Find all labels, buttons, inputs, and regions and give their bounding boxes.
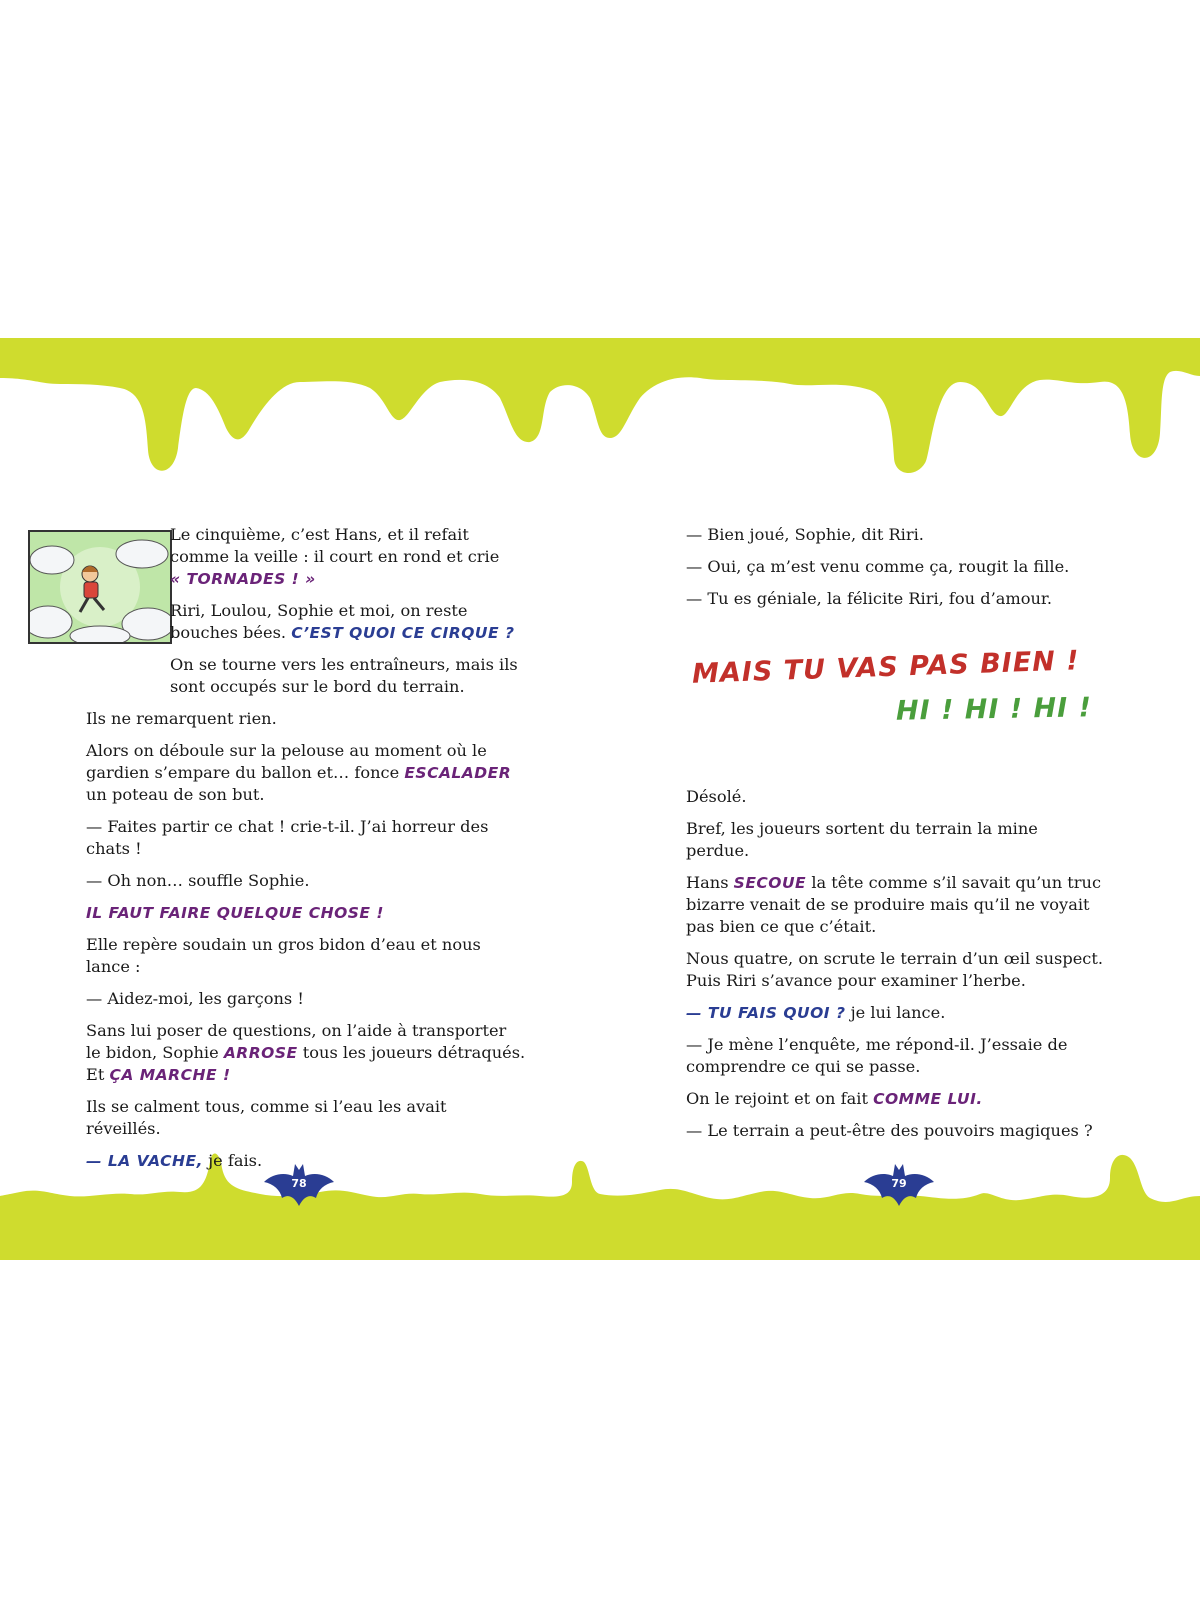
shout-hi-hi-hi: HI ! HI ! HI ! (895, 692, 1093, 727)
left-paragraph-4: Ils ne remarquent rien. (86, 709, 277, 728)
right-highlight-secoue: SECOUE (733, 874, 807, 892)
left-paragraph-5: Alors on déboule sur la pelouse au moment où le gardien s’empare du ballon et… fonce ESCALADER un poteau de son but. (86, 741, 512, 804)
right-paragraph-8: — TU FAIS QUOI ? je lui lance. (686, 1003, 946, 1022)
left-highlight-cirque: C’EST QUOI CE CIRQUE ? (291, 624, 515, 642)
left-paragraph-12: Ils se calment tous, comme si l’eau les avait réveillés. (86, 1097, 447, 1138)
left-paragraph-6: — Faites partir ce chat ! crie-t-il. J’ai horreur des chats ! (86, 817, 489, 858)
right-highlight-tu-fais-quoi: — TU FAIS QUOI ? (686, 1004, 846, 1022)
left-highlight-la-vache: — LA VACHE, (86, 1152, 203, 1170)
left-highlight-escalader: ESCALADER (404, 764, 512, 782)
page-number-text: 78 (291, 1177, 307, 1190)
slime-drip-top (0, 338, 1200, 488)
right-paragraph-10: On le rejoint et on fait COMME LUI. (686, 1089, 983, 1108)
right-paragraph-2: — Oui, ça m’est venu comme ça, rougit la fille. (686, 557, 1070, 576)
left-page (86, 525, 526, 1188)
left-paragraph-3: On se tourne vers les entraîneurs, mais ils sont occupés sur le bord du terrain. (170, 655, 518, 696)
right-paragraph-5: Bref, les joueurs sortent du terrain la mine perdue. (686, 819, 1038, 860)
left-paragraph-13: — LA VACHE, je fais. (86, 1151, 263, 1170)
left-paragraph-2: Riri, Loulou, Sophie et moi, on reste bouches bées. C’EST QUOI CE CIRQUE ? (170, 601, 515, 642)
left-paragraph-9: Elle repère soudain un gros bidon d’eau et nous lance : (86, 935, 481, 976)
left-highlight-tornades: « TORNADES ! » (170, 570, 316, 588)
left-paragraph-7: — Oh non… souffle Sophie. (86, 871, 310, 890)
left-paragraph-10: — Aidez-moi, les garçons ! (86, 989, 304, 1008)
left-highlight-quelque-chose: IL FAUT FAIRE QUELQUE CHOSE ! (86, 904, 384, 922)
left-paragraph-8 (86, 902, 526, 924)
right-paragraph-1: — Bien joué, Sophie, dit Riri. (686, 525, 924, 544)
right-paragraph-9: — Je mène l’enquête, me répond-il. J’essaie de comprendre ce qui se passe. (686, 1035, 1068, 1076)
left-paragraph-1: Le cinquième, c’est Hans, et il refait comme la veille : il court en rond et crie « TORNADES ! » (170, 525, 500, 588)
right-paragraph-6: Hans SECOUE la tête comme s’il savait qu’un truc bizarre venait de se produire mais qu’il ne voyait pas bien ce que c’était. (686, 873, 1102, 936)
right-highlight-comme-lui: COMME LUI. (873, 1090, 983, 1108)
left-paragraph-11: Sans lui poser de questions, on l’aide à transporter le bidon, Sophie ARROSE tous les joueurs détraqués. Et ÇA MARCHE ! (86, 1021, 526, 1084)
right-paragraph-7: Nous quatre, on scrute le terrain d’un œil suspect. Puis Riri s’avance pour examiner l’herbe. (686, 949, 1103, 990)
left-highlight-ca-marche: ÇA MARCHE ! (109, 1066, 231, 1084)
page-number-left (264, 1164, 334, 1214)
right-page (686, 525, 1106, 1140)
left-highlight-arrose: ARROSE (223, 1044, 298, 1062)
right-paragraph-4: Désolé. (686, 787, 747, 806)
page-number-right (864, 1164, 934, 1214)
right-paragraph-11: — Le terrain a peut-être des pouvoirs magiques ? (686, 1121, 1093, 1140)
shout-mais-tu-vas-pas-bien: MAIS TU VAS PAS BIEN ! (691, 645, 1081, 690)
right-paragraph-3: — Tu es géniale, la félicite Riri, fou d’amour. (686, 589, 1053, 608)
page-number-text: 79 (891, 1177, 907, 1190)
